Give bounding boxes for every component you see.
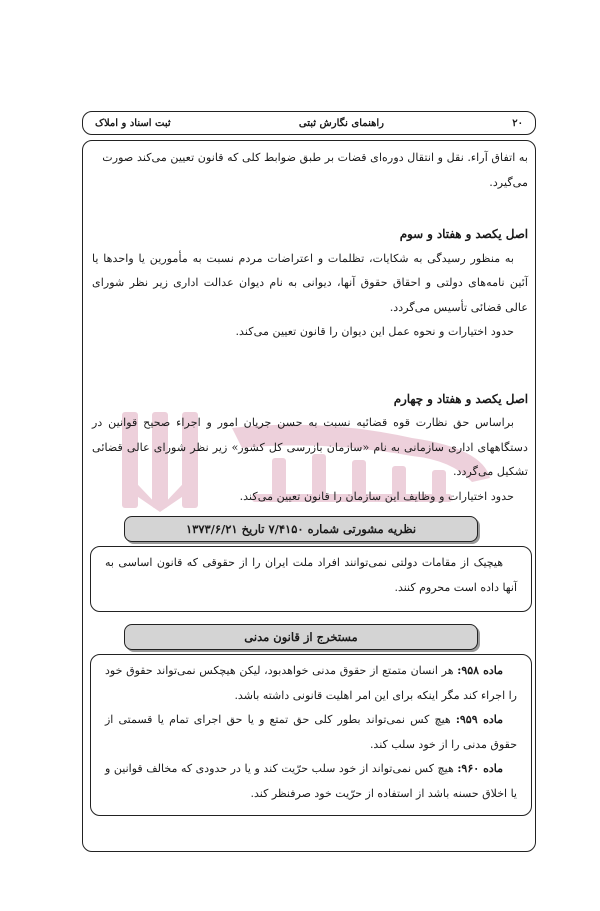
article-174-heading: اصل یکصد و هفتاد و چهارم bbox=[393, 391, 528, 406]
civil-article-959-text: هیچ کس نمی‌تواند بطور کلی حق تمتع و یا حق اجرای تمام یا قسمتی از حقوق مدنی را از خود سلب کند. bbox=[105, 713, 517, 751]
article-173-paragraph-1: به منظور رسیدگی به شکایات، تظلمات و اعتراضات مردم نسبت به مأمورین یا واحدها یا آئین نامه‌های دولتی و احقاق حقوق آنها، دیوانی به نام دیوان عدالت اداری زیر نظر شورای عالی قضائی تأسیس می‌گردد. bbox=[92, 251, 528, 314]
advisory-opinion-box bbox=[90, 546, 532, 612]
advisory-opinion-title-text: نظریه مشورتی شماره ۷/۴۱۵۰ تاریخ ۱۳۷۳/۶/۲۱ bbox=[185, 522, 417, 536]
running-title: راهنمای نگارش ثبتی bbox=[298, 117, 384, 129]
main-text bbox=[92, 146, 528, 509]
intro-line-1: به اتفاق آراء. نقل و انتقال دوره‌ای قضات بر طبق ضوابط کلی که قانون تعیین می‌کند صورت bbox=[102, 151, 528, 164]
civil-article-959 bbox=[105, 708, 517, 757]
section-title: ثبت اسناد و املاک bbox=[95, 117, 171, 129]
civil-article-960 bbox=[105, 757, 517, 806]
article-174-paragraph-1: براساس حق نظارت قوه قضائیه نسبت به حسن جریان امور و اجراء صحیح قوانین در دستگاههای اداری سازمانی به نام «سازمان بازرسی کل کشور» زیر نظر شورای عالی قضائی تشکیل می‌گردد. bbox=[92, 416, 528, 478]
article-173-paragraph-2: حدود اختیارات و نحوه عمل این دیوان را قانون تعیین می‌کند. bbox=[235, 325, 514, 338]
advisory-opinion-text: هیچیک از مقامات دولتی نمی‌توانند افراد ملت ایران را از حقوقی که قانون اساسی به آنها داده است محروم کنند. bbox=[105, 556, 517, 594]
page-number: ۲۰ bbox=[512, 117, 523, 129]
civil-article-960-text: هیچ کس نمی‌تواند از خود سلب حرّیت کند و یا در حدودی که مخالف قوانین و یا اخلاق حسنه باشد از استفاده از حرّیت خود صرفنظر کند. bbox=[105, 762, 517, 800]
civil-article-960-label: ماده ۹۶۰: bbox=[457, 762, 503, 775]
civil-article-958-label: ماده ۹۵۸: bbox=[457, 664, 503, 677]
civil-code-extract-title bbox=[124, 624, 478, 650]
civil-code-extract-box bbox=[90, 654, 532, 816]
civil-article-958 bbox=[105, 659, 517, 708]
advisory-opinion-title bbox=[124, 516, 478, 542]
article-173-heading: اصل یکصد و هفتاد و سوم bbox=[399, 227, 528, 241]
intro-line-2: می‌گیرد. bbox=[489, 175, 528, 189]
page-header bbox=[82, 111, 536, 135]
article-174-paragraph-2: حدود اختیارات و وظایف این سازمان را قانون تعیین می‌کند. bbox=[239, 489, 514, 503]
civil-article-959-label: ماده ۹۵۹: bbox=[455, 713, 503, 726]
civil-article-958-text: هر انسان متمتع از حقوق مدنی خواهدبود، لیکن هیچکس نمی‌تواند حقوق خود را اجراء کند مگر اینکه برای این امر اهلیت قانونی داشته باشد. bbox=[105, 664, 517, 702]
civil-code-extract-title-text: مستخرج از قانون مدنی bbox=[244, 630, 358, 644]
